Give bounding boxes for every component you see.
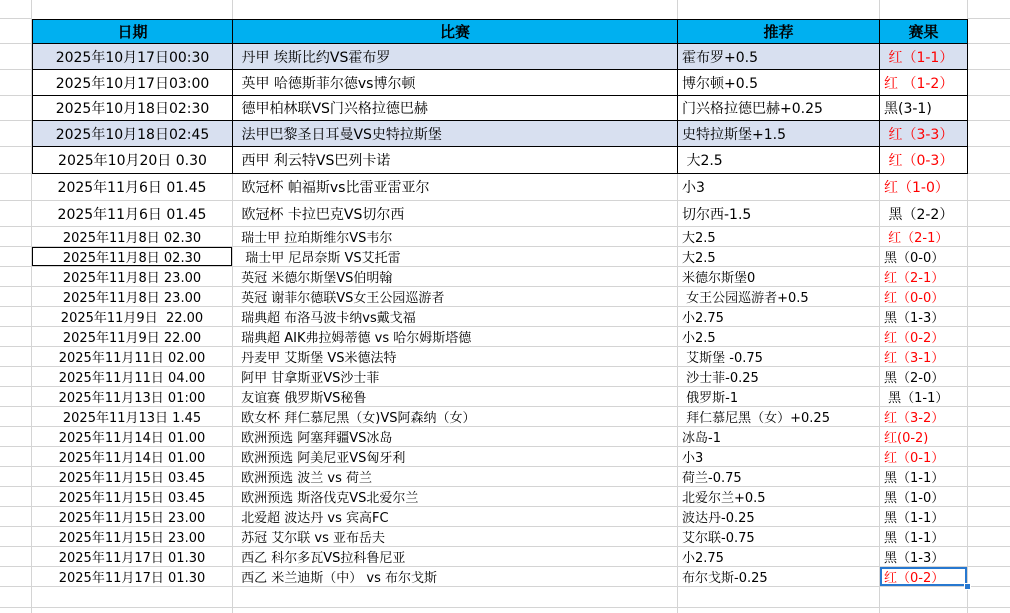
cell-match[interactable]: 丹甲 埃斯比约VS霍布罗 [233, 44, 678, 70]
cell-date[interactable]: 2025年11月6日 01.45 [32, 201, 233, 227]
table-row [0, 387, 1010, 407]
cell-tip[interactable]: 艾尔联-0.75 [678, 527, 880, 547]
table-row [0, 121, 1010, 147]
cell-empty[interactable] [0, 147, 32, 174]
table-row [0, 96, 1010, 121]
cell-empty[interactable] [968, 407, 1010, 427]
cell-empty[interactable] [0, 387, 32, 407]
cell-date[interactable]: 2025年11月15日 23.00 [32, 527, 233, 547]
cell-match[interactable]: 欧冠杯 卡拉巴克VS切尔西 [233, 201, 678, 227]
cell-date[interactable]: 2025年11月14日 01.00 [32, 447, 233, 467]
cell-result[interactable]: 红（3-3） [880, 121, 968, 147]
cell-result[interactable]: 黑（1-1） [880, 527, 968, 547]
cell-date[interactable]: 2025年11月9日 22.00 [32, 327, 233, 347]
cell-date[interactable]: 2025年11月13日 1.45 [32, 407, 233, 427]
cell-empty[interactable] [968, 327, 1010, 347]
cell-date[interactable]: 2025年11月17日 01.30 [32, 567, 233, 587]
cell-empty[interactable] [968, 547, 1010, 567]
header-row [0, 19, 1010, 44]
fill-handle[interactable] [964, 583, 971, 590]
cell-empty[interactable] [678, 608, 880, 613]
cell-empty[interactable] [968, 44, 1010, 70]
cell-tip[interactable]: 荷兰-0.75 [678, 467, 880, 487]
cell-date[interactable]: 2025年10月17日00:30 [32, 44, 233, 70]
cell-empty[interactable] [968, 608, 1010, 613]
cell-empty[interactable] [0, 467, 32, 487]
cell-empty[interactable] [968, 70, 1010, 96]
cell-date[interactable]: 2025年10月17日03:00 [32, 70, 233, 96]
cell-match[interactable]: 丹麦甲 艾斯堡 VS米德法特 [233, 347, 678, 367]
cell-match[interactable]: 欧洲预选 波兰 vs 荷兰 [233, 467, 678, 487]
cell-empty[interactable] [968, 247, 1010, 267]
cell-empty[interactable] [0, 608, 32, 613]
cell-empty[interactable] [0, 121, 32, 147]
cell-match[interactable]: 英甲 哈德斯菲尔德vs博尔顿 [233, 70, 678, 96]
cell-match[interactable]: 英冠 谢菲尔德联VS女王公园巡游者 [233, 287, 678, 307]
cell-result[interactable]: 黑（0-0） [880, 247, 968, 267]
cell-result[interactable]: 红（1-0） [880, 174, 968, 201]
table-row [0, 427, 1010, 447]
cell-empty[interactable] [968, 587, 1010, 608]
cell-date[interactable]: 2025年11月15日 23.00 [32, 507, 233, 527]
table-row [0, 44, 1010, 70]
cell-tip[interactable]: 艾斯堡 -0.75 [678, 347, 880, 367]
cell-match[interactable]: 西乙 科尔多瓦VS拉科鲁尼亚 [233, 547, 678, 567]
cell-empty[interactable] [0, 507, 32, 527]
table-row [0, 227, 1010, 247]
cell-empty[interactable] [880, 587, 968, 608]
table-row [0, 247, 1010, 267]
cell-match[interactable]: 瑞士甲 尼昂奈斯 VS艾托雷 [233, 247, 678, 267]
cell-empty[interactable] [0, 227, 32, 247]
cell-tip[interactable]: 小3 [678, 447, 880, 467]
cell-result[interactable]: 红（1-1） [880, 44, 968, 70]
cell-tip[interactable]: 切尔西-1.5 [678, 201, 880, 227]
cell-tip[interactable]: 冰岛-1 [678, 427, 880, 447]
cell-result[interactable]: 红（3-2） [880, 407, 968, 427]
cell-empty[interactable] [678, 587, 880, 608]
table-row [0, 347, 1010, 367]
cell-empty[interactable] [0, 447, 32, 467]
table-row [0, 447, 1010, 467]
cell-match[interactable]: 法甲巴黎圣日耳曼VS史特拉斯堡 [233, 121, 678, 147]
cell-result[interactable]: 黑（1-3） [880, 547, 968, 567]
cell-empty[interactable] [233, 587, 678, 608]
cell-date[interactable]: 2025年11月14日 01.00 [32, 427, 233, 447]
cell-empty[interactable] [233, 608, 678, 613]
cell-match[interactable]: 欧冠杯 帕福斯vs比雷亚雷亚尔 [233, 174, 678, 201]
table-row [0, 407, 1010, 427]
table-row [0, 147, 1010, 174]
table-row [0, 467, 1010, 487]
cell-tip[interactable]: 米德尔斯堡0 [678, 267, 880, 287]
cell-empty[interactable] [32, 0, 233, 19]
cell-result[interactable]: 红 （1-2） [880, 70, 968, 96]
cell-empty[interactable] [0, 567, 32, 587]
cell-tip[interactable]: 北爱尔兰+0.5 [678, 487, 880, 507]
table-row [0, 307, 1010, 327]
cell-result[interactable]: 红（0-3） [880, 147, 968, 174]
cell-empty[interactable] [968, 174, 1010, 201]
cell-tip[interactable]: 史特拉斯堡+1.5 [678, 121, 880, 147]
cell-empty[interactable] [880, 608, 968, 613]
cell-empty[interactable] [0, 587, 32, 608]
cell-date[interactable]: 2025年11月13日 01:00 [32, 387, 233, 407]
cell-match[interactable]: 西甲 利云特VS巴列卡诺 [233, 147, 678, 174]
cell-date[interactable]: 2025年11月15日 03.45 [32, 487, 233, 507]
cell-result[interactable]: 红（0-2） [880, 327, 968, 347]
column-header-result[interactable]: 赛果 [880, 19, 968, 44]
cell-empty[interactable] [968, 0, 1010, 19]
cell-empty[interactable] [0, 19, 32, 44]
cell-tip[interactable]: 小2.5 [678, 327, 880, 347]
cell-empty[interactable] [968, 487, 1010, 507]
cell-tip[interactable]: 大2.5 [678, 247, 880, 267]
table-row [0, 367, 1010, 387]
cell-match[interactable]: 欧女杯 拜仁慕尼黑（女)VS阿森纳（女） [233, 407, 678, 427]
cell-result[interactable]: 红（0-0） [880, 287, 968, 307]
cell-result-selected[interactable]: 红（0-2） [880, 567, 968, 587]
cell-match[interactable]: 欧洲预选 阿塞拜疆VS冰岛 [233, 427, 678, 447]
cell-tip[interactable]: 波达丹-0.25 [678, 507, 880, 527]
cell-date[interactable]: 2025年11月11日 04.00 [32, 367, 233, 387]
cell-empty[interactable] [968, 507, 1010, 527]
cell-tip[interactable]: 俄罗斯-1 [678, 387, 880, 407]
cell-empty[interactable] [968, 121, 1010, 147]
cell-result[interactable]: 红（0-1） [880, 447, 968, 467]
column-header-date[interactable]: 日期 [32, 19, 233, 44]
table-row [0, 201, 1010, 227]
cell-match[interactable]: 欧洲预选 斯洛伐克VS北爱尔兰 [233, 487, 678, 507]
cell-match[interactable]: 瑞士甲 拉珀斯维尔VS韦尔 [233, 227, 678, 247]
cell-date[interactable]: 2025年11月8日 02.30 [32, 247, 233, 267]
table-row [0, 547, 1010, 567]
cell-empty[interactable] [0, 347, 32, 367]
cell-empty[interactable] [968, 307, 1010, 327]
cell-match[interactable]: 苏冠 艾尔联 vs 亚布岳夫 [233, 527, 678, 547]
cell-result[interactable]: 红（2-1） [880, 267, 968, 287]
cell-result[interactable]: 红（2-1） [880, 227, 968, 247]
cell-result[interactable]: 红（3-1） [880, 347, 968, 367]
cell-empty[interactable] [968, 427, 1010, 447]
table-row [0, 287, 1010, 307]
cell-result[interactable]: 黑（1-0） [880, 487, 968, 507]
cell-tip[interactable]: 大2.5 [678, 147, 880, 174]
cell-date[interactable]: 2025年10月18日02:45 [32, 121, 233, 147]
cell-empty[interactable] [968, 367, 1010, 387]
cell-tip[interactable]: 布尔戈斯-0.25 [678, 567, 880, 587]
cell-match[interactable]: 欧洲预选 阿美尼亚VS匈牙利 [233, 447, 678, 467]
cell-empty[interactable] [968, 147, 1010, 174]
cell-match[interactable]: 瑞典超 AIK弗拉姆蒂德 vs 哈尔姆斯塔德 [233, 327, 678, 347]
cell-match[interactable]: 阿甲 甘拿斯亚VS沙士菲 [233, 367, 678, 387]
cell-empty[interactable] [968, 347, 1010, 367]
cell-result[interactable]: 黑（1-3） [880, 307, 968, 327]
cell-empty[interactable] [968, 567, 1010, 587]
table-row [0, 487, 1010, 507]
table-row [0, 70, 1010, 96]
cell-date[interactable]: 2025年11月11日 02.00 [32, 347, 233, 367]
cell-date[interactable]: 2025年11月8日 23.00 [32, 287, 233, 307]
empty-row [0, 608, 1010, 613]
cell-empty[interactable] [0, 547, 32, 567]
cell-date[interactable]: 2025年11月15日 03.45 [32, 467, 233, 487]
cell-result[interactable]: 红(0-2) [880, 427, 968, 447]
cell-empty[interactable] [0, 96, 32, 121]
cell-empty[interactable] [968, 227, 1010, 247]
cell-result[interactable]: 黑（1-1） [880, 387, 968, 407]
cell-empty[interactable] [968, 447, 1010, 467]
cell-empty[interactable] [0, 44, 32, 70]
cell-empty[interactable] [968, 19, 1010, 44]
cell-empty[interactable] [968, 96, 1010, 121]
cell-result[interactable]: 黑（2-2） [880, 201, 968, 227]
table-body [0, 44, 1010, 587]
cell-empty[interactable] [968, 467, 1010, 487]
cell-date[interactable]: 2025年11月8日 02.30 [32, 227, 233, 247]
column-header-tip[interactable]: 推荐 [678, 19, 880, 44]
cell-date[interactable]: 2025年11月8日 23.00 [32, 267, 233, 287]
cell-empty[interactable] [0, 427, 32, 447]
cell-empty[interactable] [32, 587, 233, 608]
cell-tip[interactable]: 霍布罗+0.5 [678, 44, 880, 70]
cell-match[interactable]: 德甲柏林联VS门兴格拉德巴赫 [233, 96, 678, 121]
cell-empty[interactable] [0, 527, 32, 547]
cell-empty[interactable] [32, 608, 233, 613]
cell-match[interactable]: 英冠 米德尔斯堡VS伯明翰 [233, 267, 678, 287]
cell-empty[interactable] [968, 201, 1010, 227]
column-header-match[interactable]: 比赛 [233, 19, 678, 44]
cell-empty[interactable] [0, 367, 32, 387]
cell-date[interactable]: 2025年11月9日 22.00 [32, 307, 233, 327]
cell-empty[interactable] [880, 0, 968, 19]
cell-tip[interactable]: 小2.75 [678, 547, 880, 567]
table-row [0, 267, 1010, 287]
cell-match[interactable]: 北爱超 波达丹 vs 宾高FC [233, 507, 678, 527]
cell-tip[interactable]: 门兴格拉德巴赫+0.25 [678, 96, 880, 121]
cell-tip[interactable]: 女王公园巡游者+0.5 [678, 287, 880, 307]
cell-empty[interactable] [0, 0, 32, 19]
cell-empty[interactable] [968, 287, 1010, 307]
cell-tip[interactable]: 小2.75 [678, 307, 880, 327]
cell-tip[interactable]: 拜仁慕尼黑（女）+0.25 [678, 407, 880, 427]
cell-empty[interactable] [0, 327, 32, 347]
cell-match[interactable]: 友谊赛 俄罗斯VS秘鲁 [233, 387, 678, 407]
cell-empty[interactable] [0, 307, 32, 327]
cell-empty[interactable] [0, 407, 32, 427]
cell-empty[interactable] [968, 267, 1010, 287]
cell-empty[interactable] [968, 527, 1010, 547]
cell-empty[interactable] [0, 267, 32, 287]
cell-empty[interactable] [0, 201, 32, 227]
cell-date[interactable]: 2025年10月20日 0.30 [32, 147, 233, 174]
cell-tip[interactable]: 沙士菲-0.25 [678, 367, 880, 387]
cell-date[interactable]: 2025年11月6日 01.45 [32, 174, 233, 201]
table-row [0, 507, 1010, 527]
cell-match[interactable]: 瑞典超 布洛马波卡纳vs戴戈福 [233, 307, 678, 327]
cell-result[interactable]: 黑（2-0） [880, 367, 968, 387]
cell-empty[interactable] [968, 387, 1010, 407]
cell-empty[interactable] [0, 287, 32, 307]
cell-empty[interactable] [0, 174, 32, 201]
cell-result[interactable]: 黑（1-1） [880, 507, 968, 527]
cell-empty[interactable] [0, 247, 32, 267]
cell-empty[interactable] [233, 0, 678, 19]
cell-result[interactable]: 黑（1-1） [880, 467, 968, 487]
empty-row [0, 587, 1010, 608]
table-row [0, 327, 1010, 347]
cell-empty[interactable] [0, 70, 32, 96]
cell-tip[interactable]: 大2.5 [678, 227, 880, 247]
cell-tip[interactable]: 博尔顿+0.5 [678, 70, 880, 96]
cell-empty[interactable] [678, 0, 880, 19]
cell-result[interactable]: 黑(3-1) [880, 96, 968, 121]
cell-date[interactable]: 2025年11月17日 01.30 [32, 547, 233, 567]
cell-tip[interactable]: 小3 [678, 174, 880, 201]
table-row [0, 567, 1010, 587]
spacer-row [0, 0, 1010, 19]
table-row [0, 527, 1010, 547]
cell-empty[interactable] [0, 487, 32, 507]
cell-date[interactable]: 2025年10月18日02:30 [32, 96, 233, 121]
cell-match[interactable]: 西乙 米兰迪斯（中） vs 布尔戈斯 [233, 567, 678, 587]
table-row [0, 174, 1010, 201]
